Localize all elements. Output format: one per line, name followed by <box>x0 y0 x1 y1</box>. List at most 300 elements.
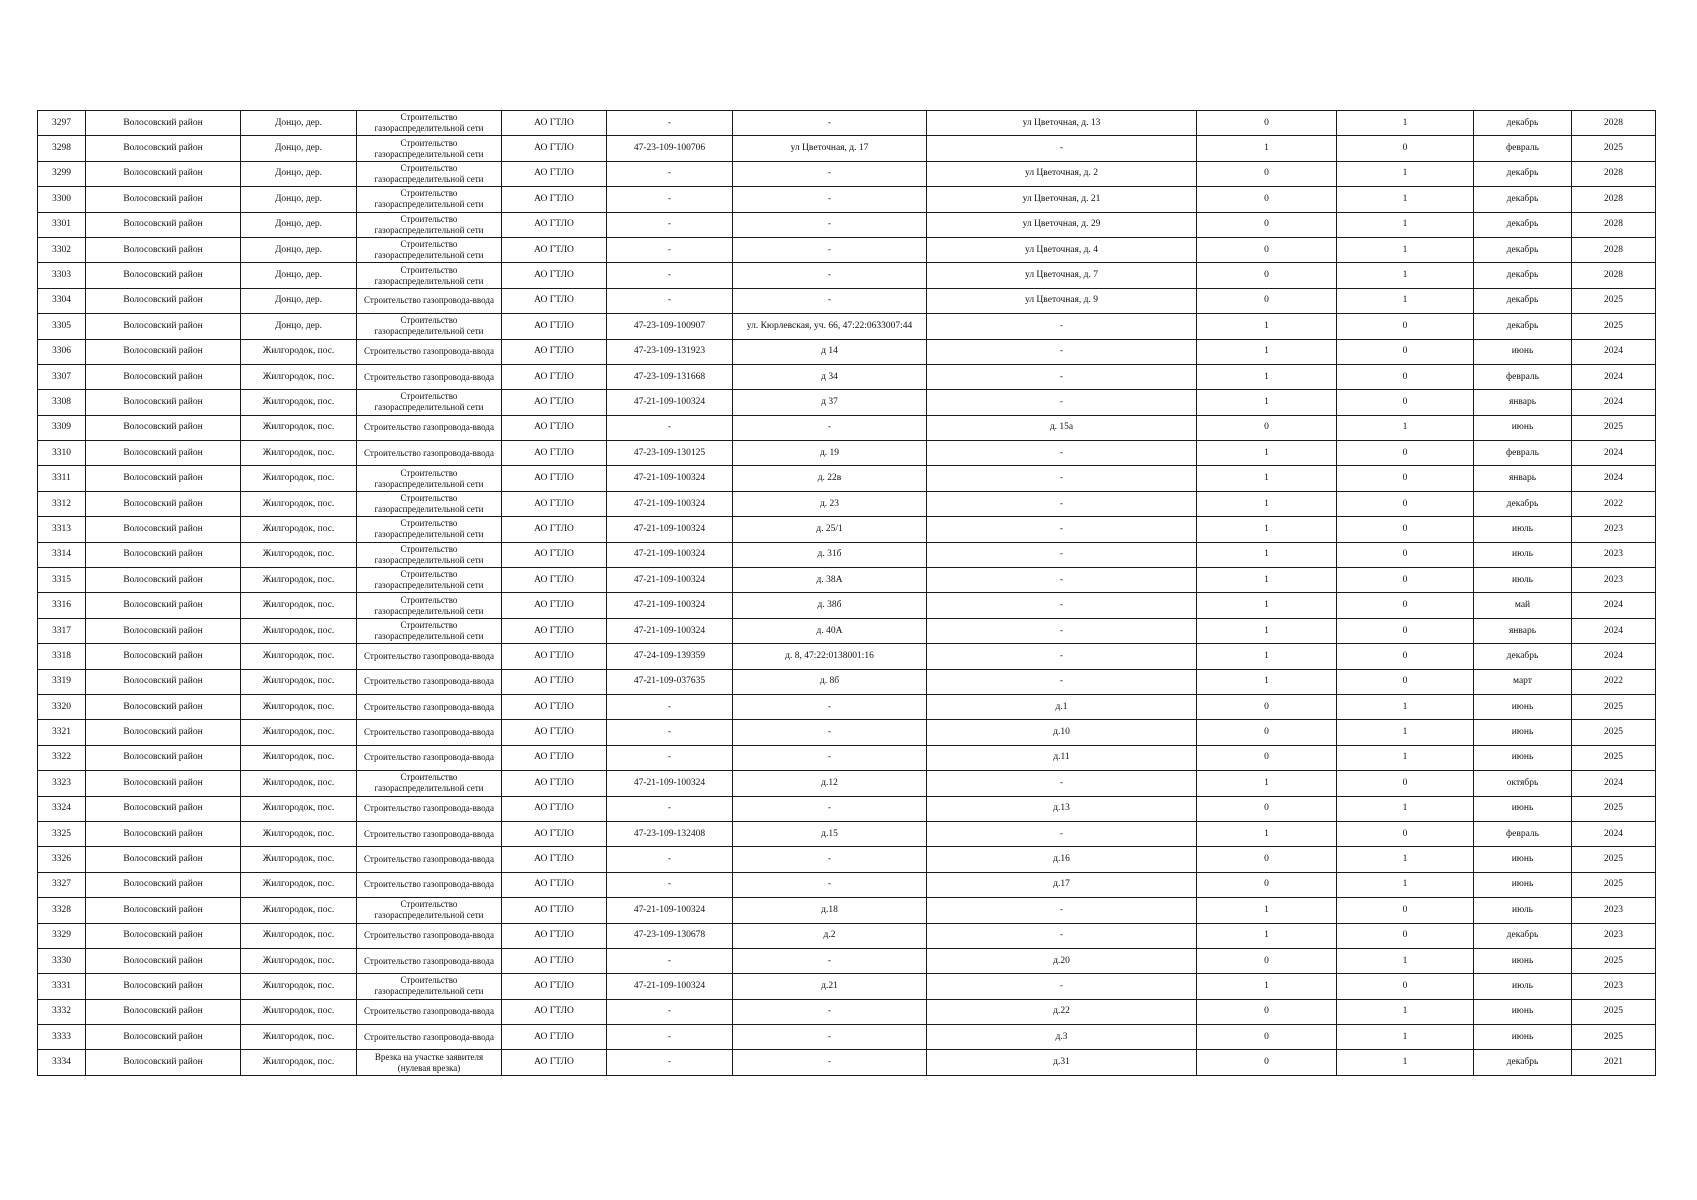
contract-number-cell: 47-21-109-100324 <box>607 542 733 567</box>
district-cell: Волосовский район <box>86 263 241 288</box>
contractor-cell: АО ГТЛО <box>502 161 607 186</box>
contract-number-cell: - <box>607 872 733 897</box>
contractor-cell: АО ГТЛО <box>502 898 607 923</box>
row-number-cell: 3300 <box>38 187 86 212</box>
month-cell: декабрь <box>1474 923 1572 948</box>
table-row <box>38 441 1656 466</box>
work-type-cell: Строительство газораспределительной сети <box>357 466 502 491</box>
work-type-cell: Строительство газопровода-ввода <box>357 796 502 821</box>
contractor-cell: АО ГТЛО <box>502 466 607 491</box>
district-cell: Волосовский район <box>86 847 241 872</box>
plan-address-cell: - <box>927 441 1197 466</box>
table-row <box>38 161 1656 186</box>
contract-count-cell: 0 <box>1197 187 1337 212</box>
contract-number-cell: - <box>607 1025 733 1050</box>
table-row <box>38 593 1656 618</box>
plan-address-cell: - <box>927 136 1197 161</box>
work-type-cell: Строительство газопровода-ввода <box>357 821 502 846</box>
contract-address-cell: - <box>733 237 927 262</box>
district-cell: Волосовский район <box>86 644 241 669</box>
month-cell: декабрь <box>1474 161 1572 186</box>
row-number-cell: 3315 <box>38 568 86 593</box>
contract-number-cell: 47-23-109-130125 <box>607 441 733 466</box>
settlement-cell: Донцо, дер. <box>241 187 357 212</box>
plan-address-cell: д.31 <box>927 1050 1197 1075</box>
contract-count-cell: 0 <box>1197 1050 1337 1075</box>
month-cell: июль <box>1474 517 1572 542</box>
plan-address-cell: д.22 <box>927 999 1197 1024</box>
district-cell: Волосовский район <box>86 745 241 770</box>
contract-count-cell: 0 <box>1197 847 1337 872</box>
settlement-cell: Донцо, дер. <box>241 314 357 339</box>
table-row <box>38 669 1656 694</box>
contract-number-cell: 47-23-109-131923 <box>607 339 733 364</box>
work-type-cell: Строительство газораспределительной сети <box>357 111 502 136</box>
table-row <box>38 136 1656 161</box>
district-cell: Волосовский район <box>86 872 241 897</box>
contract-number-cell: - <box>607 161 733 186</box>
year-cell: 2025 <box>1572 314 1656 339</box>
contract-count-cell: 0 <box>1197 237 1337 262</box>
row-number-cell: 3333 <box>38 1025 86 1050</box>
plan-address-cell: д.16 <box>927 847 1197 872</box>
contractor-cell: АО ГТЛО <box>502 288 607 313</box>
month-cell: июнь <box>1474 948 1572 973</box>
contract-count-cell: 1 <box>1197 821 1337 846</box>
plan-address-cell: - <box>927 923 1197 948</box>
table-row <box>38 821 1656 846</box>
work-type-cell: Строительство газопровода-ввода <box>357 288 502 313</box>
contract-address-cell: д.21 <box>733 974 927 999</box>
year-cell: 2022 <box>1572 669 1656 694</box>
row-number-cell: 3309 <box>38 415 86 440</box>
work-type-cell: Строительство газопровода-ввода <box>357 999 502 1024</box>
contract-count-cell: 0 <box>1197 796 1337 821</box>
contract-address-cell: д. 22в <box>733 466 927 491</box>
plan-count-cell: 1 <box>1337 745 1474 770</box>
contract-address-cell: д. 23 <box>733 491 927 516</box>
district-cell: Волосовский район <box>86 821 241 846</box>
district-cell: Волосовский район <box>86 771 241 796</box>
plan-count-cell: 1 <box>1337 999 1474 1024</box>
year-cell: 2024 <box>1572 771 1656 796</box>
contract-number-cell: - <box>607 212 733 237</box>
year-cell: 2024 <box>1572 644 1656 669</box>
plan-count-cell: 1 <box>1337 111 1474 136</box>
row-number-cell: 3313 <box>38 517 86 542</box>
row-number-cell: 3317 <box>38 618 86 643</box>
contractor-cell: АО ГТЛО <box>502 847 607 872</box>
contract-address-cell: - <box>733 263 927 288</box>
work-type-cell: Строительство газораспределительной сети <box>357 187 502 212</box>
contractor-cell: АО ГТЛО <box>502 390 607 415</box>
year-cell: 2024 <box>1572 821 1656 846</box>
district-cell: Волосовский район <box>86 441 241 466</box>
table-row <box>38 796 1656 821</box>
settlement-cell: Жилгородок, пос. <box>241 847 357 872</box>
row-number-cell: 3314 <box>38 542 86 567</box>
plan-address-cell: д. 15а <box>927 415 1197 440</box>
contract-count-cell: 0 <box>1197 720 1337 745</box>
contract-address-cell: д.18 <box>733 898 927 923</box>
plan-count-cell: 1 <box>1337 187 1474 212</box>
contractor-cell: АО ГТЛО <box>502 669 607 694</box>
contract-count-cell: 1 <box>1197 314 1337 339</box>
contract-address-cell: д 37 <box>733 390 927 415</box>
settlement-cell: Донцо, дер. <box>241 212 357 237</box>
contract-address-cell: - <box>733 796 927 821</box>
plan-count-cell: 0 <box>1337 771 1474 796</box>
table-row <box>38 999 1656 1024</box>
contract-number-cell: 47-24-109-139359 <box>607 644 733 669</box>
plan-address-cell: - <box>927 593 1197 618</box>
contractor-cell: АО ГТЛО <box>502 568 607 593</box>
contractor-cell: АО ГТЛО <box>502 923 607 948</box>
plan-address-cell: - <box>927 821 1197 846</box>
row-number-cell: 3320 <box>38 694 86 719</box>
settlement-cell: Донцо, дер. <box>241 111 357 136</box>
contract-number-cell: - <box>607 948 733 973</box>
month-cell: декабрь <box>1474 111 1572 136</box>
year-cell: 2023 <box>1572 923 1656 948</box>
contract-count-cell: 0 <box>1197 212 1337 237</box>
plan-address-cell: - <box>927 466 1197 491</box>
table-row <box>38 568 1656 593</box>
row-number-cell: 3332 <box>38 999 86 1024</box>
month-cell: июнь <box>1474 872 1572 897</box>
year-cell: 2024 <box>1572 339 1656 364</box>
year-cell: 2028 <box>1572 212 1656 237</box>
contract-count-cell: 1 <box>1197 568 1337 593</box>
contract-number-cell: - <box>607 720 733 745</box>
plan-count-cell: 0 <box>1337 644 1474 669</box>
contractor-cell: АО ГТЛО <box>502 187 607 212</box>
row-number-cell: 3331 <box>38 974 86 999</box>
contractor-cell: АО ГТЛО <box>502 263 607 288</box>
contractor-cell: АО ГТЛО <box>502 1050 607 1075</box>
plan-address-cell: ул Цветочная, д. 4 <box>927 237 1197 262</box>
table-row <box>38 390 1656 415</box>
month-cell: март <box>1474 669 1572 694</box>
contract-number-cell: 47-21-109-100324 <box>607 491 733 516</box>
contract-count-cell: 1 <box>1197 618 1337 643</box>
settlement-cell: Жилгородок, пос. <box>241 948 357 973</box>
work-type-cell: Строительство газопровода-ввода <box>357 415 502 440</box>
year-cell: 2025 <box>1572 948 1656 973</box>
row-number-cell: 3299 <box>38 161 86 186</box>
table-row <box>38 187 1656 212</box>
month-cell: июнь <box>1474 720 1572 745</box>
row-number-cell: 3326 <box>38 847 86 872</box>
district-cell: Волосовский район <box>86 339 241 364</box>
contract-address-cell: д. 31б <box>733 542 927 567</box>
month-cell: декабрь <box>1474 644 1572 669</box>
contract-number-cell: - <box>607 111 733 136</box>
contractor-cell: АО ГТЛО <box>502 364 607 389</box>
settlement-cell: Жилгородок, пос. <box>241 974 357 999</box>
table-row <box>38 466 1656 491</box>
row-number-cell: 3324 <box>38 796 86 821</box>
row-number-cell: 3298 <box>38 136 86 161</box>
district-cell: Волосовский район <box>86 720 241 745</box>
settlement-cell: Жилгородок, пос. <box>241 390 357 415</box>
settlement-cell: Жилгородок, пос. <box>241 796 357 821</box>
year-cell: 2023 <box>1572 517 1656 542</box>
row-number-cell: 3321 <box>38 720 86 745</box>
plan-count-cell: 0 <box>1337 593 1474 618</box>
contract-number-cell: - <box>607 187 733 212</box>
year-cell: 2025 <box>1572 720 1656 745</box>
contract-count-cell: 1 <box>1197 517 1337 542</box>
settlement-cell: Жилгородок, пос. <box>241 542 357 567</box>
work-type-cell: Строительство газораспределительной сети <box>357 593 502 618</box>
year-cell: 2024 <box>1572 390 1656 415</box>
work-type-cell: Строительство газораспределительной сети <box>357 161 502 186</box>
table-body <box>38 111 1656 1076</box>
row-number-cell: 3330 <box>38 948 86 973</box>
contract-count-cell: 1 <box>1197 542 1337 567</box>
plan-address-cell: д.11 <box>927 745 1197 770</box>
contract-address-cell: - <box>733 288 927 313</box>
document-page <box>37 110 1655 1076</box>
row-number-cell: 3334 <box>38 1050 86 1075</box>
settlement-cell: Донцо, дер. <box>241 136 357 161</box>
settlement-cell: Жилгородок, пос. <box>241 364 357 389</box>
contract-count-cell: 1 <box>1197 491 1337 516</box>
row-number-cell: 3325 <box>38 821 86 846</box>
month-cell: декабрь <box>1474 288 1572 313</box>
plan-address-cell: - <box>927 568 1197 593</box>
year-cell: 2024 <box>1572 593 1656 618</box>
settlement-cell: Жилгородок, пос. <box>241 339 357 364</box>
plan-address-cell: - <box>927 974 1197 999</box>
district-cell: Волосовский район <box>86 1025 241 1050</box>
month-cell: февраль <box>1474 821 1572 846</box>
plan-count-cell: 0 <box>1337 542 1474 567</box>
settlement-cell: Жилгородок, пос. <box>241 669 357 694</box>
contractor-cell: АО ГТЛО <box>502 441 607 466</box>
row-number-cell: 3328 <box>38 898 86 923</box>
plan-count-cell: 1 <box>1337 694 1474 719</box>
plan-count-cell: 0 <box>1337 339 1474 364</box>
contract-number-cell: 47-21-109-100324 <box>607 517 733 542</box>
plan-address-cell: ул Цветочная, д. 13 <box>927 111 1197 136</box>
contract-count-cell: 1 <box>1197 136 1337 161</box>
plan-count-cell: 1 <box>1337 1025 1474 1050</box>
month-cell: июнь <box>1474 847 1572 872</box>
month-cell: июнь <box>1474 339 1572 364</box>
table-row <box>38 339 1656 364</box>
contractor-cell: АО ГТЛО <box>502 491 607 516</box>
district-cell: Волосовский район <box>86 898 241 923</box>
contract-address-cell: д.2 <box>733 923 927 948</box>
contract-number-cell: - <box>607 694 733 719</box>
plan-count-cell: 1 <box>1337 237 1474 262</box>
month-cell: декабрь <box>1474 314 1572 339</box>
work-type-cell: Строительство газопровода-ввода <box>357 644 502 669</box>
settlement-cell: Жилгородок, пос. <box>241 872 357 897</box>
year-cell: 2025 <box>1572 694 1656 719</box>
contract-number-cell: 47-21-109-100324 <box>607 618 733 643</box>
gasification-table <box>37 110 1656 1076</box>
month-cell: декабрь <box>1474 263 1572 288</box>
contract-address-cell: д. 8, 47:22:0138001:16 <box>733 644 927 669</box>
contract-count-cell: 0 <box>1197 948 1337 973</box>
settlement-cell: Жилгородок, пос. <box>241 415 357 440</box>
contract-count-cell: 0 <box>1197 288 1337 313</box>
district-cell: Волосовский район <box>86 466 241 491</box>
row-number-cell: 3303 <box>38 263 86 288</box>
contract-address-cell: - <box>733 1025 927 1050</box>
district-cell: Волосовский район <box>86 618 241 643</box>
contract-address-cell: д. 8б <box>733 669 927 694</box>
table-row <box>38 288 1656 313</box>
plan-count-cell: 1 <box>1337 161 1474 186</box>
row-number-cell: 3304 <box>38 288 86 313</box>
plan-count-cell: 1 <box>1337 415 1474 440</box>
district-cell: Волосовский район <box>86 136 241 161</box>
contract-number-cell: - <box>607 415 733 440</box>
contract-count-cell: 1 <box>1197 669 1337 694</box>
month-cell: июнь <box>1474 415 1572 440</box>
contract-count-cell: 1 <box>1197 390 1337 415</box>
contract-address-cell: - <box>733 415 927 440</box>
contract-number-cell: - <box>607 999 733 1024</box>
year-cell: 2025 <box>1572 136 1656 161</box>
year-cell: 2025 <box>1572 847 1656 872</box>
table-row <box>38 847 1656 872</box>
contract-address-cell: - <box>733 694 927 719</box>
year-cell: 2025 <box>1572 796 1656 821</box>
plan-address-cell: - <box>927 390 1197 415</box>
plan-address-cell: - <box>927 669 1197 694</box>
district-cell: Волосовский район <box>86 288 241 313</box>
settlement-cell: Жилгородок, пос. <box>241 593 357 618</box>
table-row <box>38 1050 1656 1075</box>
month-cell: июль <box>1474 898 1572 923</box>
contract-number-cell: 47-21-109-100324 <box>607 568 733 593</box>
row-number-cell: 3327 <box>38 872 86 897</box>
plan-address-cell: ул Цветочная, д. 21 <box>927 187 1197 212</box>
contractor-cell: АО ГТЛО <box>502 720 607 745</box>
district-cell: Волосовский район <box>86 415 241 440</box>
work-type-cell: Строительство газопровода-ввода <box>357 948 502 973</box>
district-cell: Волосовский район <box>86 999 241 1024</box>
contract-count-cell: 1 <box>1197 466 1337 491</box>
contract-count-cell: 1 <box>1197 593 1337 618</box>
plan-address-cell: д.13 <box>927 796 1197 821</box>
contract-number-cell: - <box>607 1050 733 1075</box>
year-cell: 2025 <box>1572 288 1656 313</box>
year-cell: 2028 <box>1572 187 1656 212</box>
contract-number-cell: 47-23-109-132408 <box>607 821 733 846</box>
district-cell: Волосовский район <box>86 212 241 237</box>
work-type-cell: Строительство газопровода-ввода <box>357 441 502 466</box>
work-type-cell: Строительство газопровода-ввода <box>357 339 502 364</box>
table-row <box>38 771 1656 796</box>
row-number-cell: 3312 <box>38 491 86 516</box>
year-cell: 2024 <box>1572 364 1656 389</box>
plan-count-cell: 0 <box>1337 669 1474 694</box>
contract-count-cell: 0 <box>1197 872 1337 897</box>
plan-count-cell: 1 <box>1337 796 1474 821</box>
year-cell: 2028 <box>1572 161 1656 186</box>
settlement-cell: Жилгородок, пос. <box>241 898 357 923</box>
contract-count-cell: 0 <box>1197 694 1337 719</box>
district-cell: Волосовский район <box>86 923 241 948</box>
table-row <box>38 948 1656 973</box>
contract-address-cell: д. 25/1 <box>733 517 927 542</box>
district-cell: Волосовский район <box>86 517 241 542</box>
plan-address-cell: д.17 <box>927 872 1197 897</box>
year-cell: 2023 <box>1572 898 1656 923</box>
contractor-cell: АО ГТЛО <box>502 339 607 364</box>
work-type-cell: Строительство газораспределительной сети <box>357 314 502 339</box>
settlement-cell: Жилгородок, пос. <box>241 771 357 796</box>
contract-count-cell: 1 <box>1197 339 1337 364</box>
month-cell: май <box>1474 593 1572 618</box>
contract-count-cell: 0 <box>1197 263 1337 288</box>
work-type-cell: Строительство газораспределительной сети <box>357 390 502 415</box>
plan-count-cell: 1 <box>1337 212 1474 237</box>
plan-count-cell: 1 <box>1337 263 1474 288</box>
year-cell: 2025 <box>1572 872 1656 897</box>
table-row <box>38 237 1656 262</box>
plan-address-cell: - <box>927 618 1197 643</box>
settlement-cell: Жилгородок, пос. <box>241 517 357 542</box>
year-cell: 2021 <box>1572 1050 1656 1075</box>
district-cell: Волосовский район <box>86 796 241 821</box>
month-cell: июнь <box>1474 1025 1572 1050</box>
contractor-cell: АО ГТЛО <box>502 542 607 567</box>
plan-address-cell: - <box>927 898 1197 923</box>
contract-number-cell: - <box>607 796 733 821</box>
settlement-cell: Жилгородок, пос. <box>241 923 357 948</box>
plan-count-cell: 0 <box>1337 974 1474 999</box>
district-cell: Волосовский район <box>86 1050 241 1075</box>
contractor-cell: АО ГТЛО <box>502 948 607 973</box>
row-number-cell: 3308 <box>38 390 86 415</box>
contract-count-cell: 0 <box>1197 1025 1337 1050</box>
table-row <box>38 111 1656 136</box>
settlement-cell: Жилгородок, пос. <box>241 694 357 719</box>
district-cell: Волосовский район <box>86 669 241 694</box>
plan-count-cell: 0 <box>1337 618 1474 643</box>
contractor-cell: АО ГТЛО <box>502 212 607 237</box>
year-cell: 2028 <box>1572 237 1656 262</box>
district-cell: Волосовский район <box>86 568 241 593</box>
year-cell: 2025 <box>1572 745 1656 770</box>
plan-address-cell: - <box>927 364 1197 389</box>
contract-number-cell: - <box>607 847 733 872</box>
work-type-cell: Строительство газораспределительной сети <box>357 568 502 593</box>
month-cell: декабрь <box>1474 1050 1572 1075</box>
plan-count-cell: 0 <box>1337 568 1474 593</box>
contract-number-cell: 47-23-109-100706 <box>607 136 733 161</box>
work-type-cell: Строительство газопровода-ввода <box>357 872 502 897</box>
contractor-cell: АО ГТЛО <box>502 872 607 897</box>
work-type-cell: Строительство газопровода-ввода <box>357 364 502 389</box>
settlement-cell: Жилгородок, пос. <box>241 441 357 466</box>
work-type-cell: Строительство газораспределительной сети <box>357 491 502 516</box>
month-cell: декабрь <box>1474 237 1572 262</box>
row-number-cell: 3319 <box>38 669 86 694</box>
table-row <box>38 212 1656 237</box>
contract-number-cell: 47-21-109-100324 <box>607 593 733 618</box>
month-cell: январь <box>1474 390 1572 415</box>
row-number-cell: 3311 <box>38 466 86 491</box>
contract-address-cell: - <box>733 212 927 237</box>
